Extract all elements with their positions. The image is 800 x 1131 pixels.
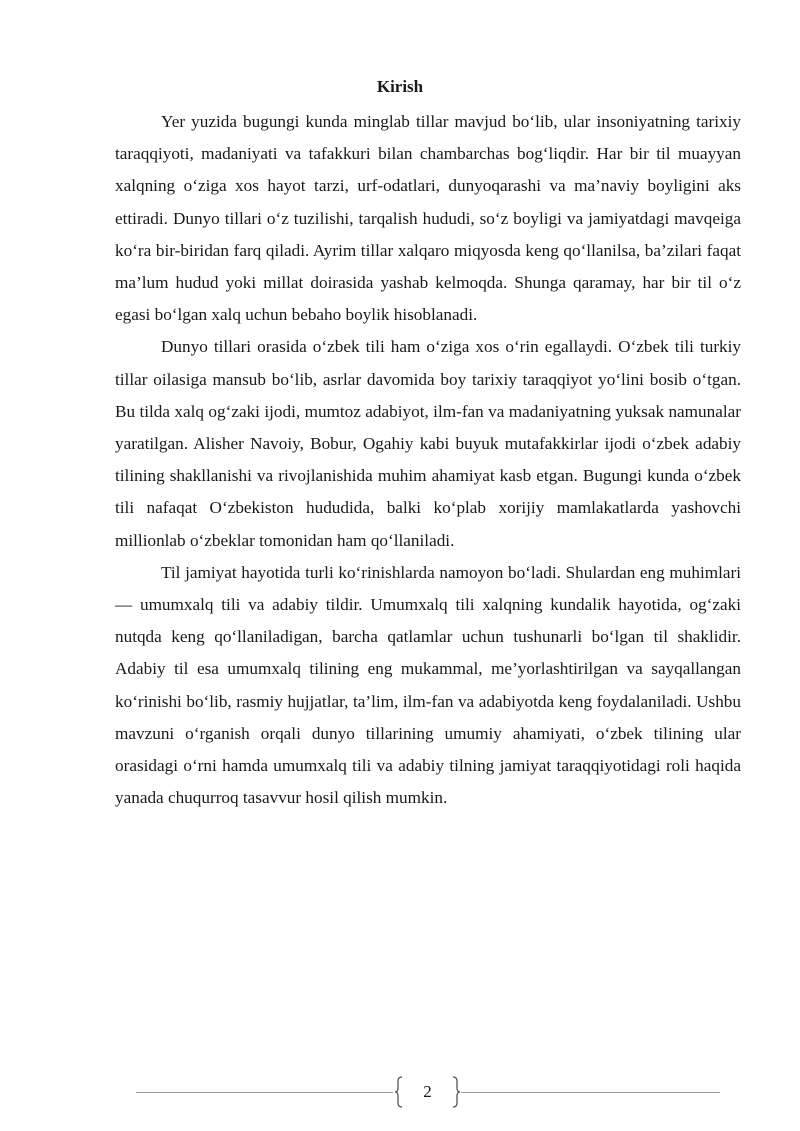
footer-divider-right	[461, 1092, 720, 1093]
page-footer	[0, 1076, 800, 1110]
left-brace-icon	[394, 1076, 404, 1108]
right-brace-icon	[451, 1076, 461, 1108]
paragraph-3: Til jamiyat hayotida turli ko‘rinishlarda namoyon bo‘ladi. Shulardan eng muhimlari — umumxalq tili va adabiy tildir. Umumxalq tili xalqning kundalik hayotida, og‘zaki nutqda keng qo‘llaniladigan, barcha qatlamlar uchun tushunarli bo‘lgan til shaklidir. Adabiy til esa umumxalq tilining eng mukammal, me’yorlashtirilgan va sayqallangan ko‘rinishi bo‘lib, rasmiy hujjatlar, ta’lim, ilm-fan va adabiyotda keng foydalaniladi. Ushbu mavzuni o‘rganish orqali dunyo tillarining umumiy ahamiyati, o‘zbek tilining ular orasidagi o‘rni hamda umumxalq tili va adabiy tilning jamiyat taraqqiyotidagi roli haqida yanada chuqurroq tasavvur hosil qilish mumkin.	[115, 562, 741, 808]
paragraph-2: Dunyo tillari orasida o‘zbek tili ham o‘ziga xos o‘rin egallaydi. O‘zbek tili turkiy tillar oilasiga mansub bo‘lib, asrlar davomida boy tarixiy taraqqiyot yo‘lini bosib o‘tgan. Bu tilda xalq og‘zaki ijodi, mumtoz adabiyot, ilm-fan va madaniyatning yuksak namunalar yaratilgan. Alisher Navoiy, Bobur, Ogahiy kabi buyuk mutafakkirlar ijodi o‘zbek adabiy tilining shakllanishi va rivojlanishida muhim ahamiyat kasb etgan. Bugungi kunda o‘zbek tili nafaqat O‘zbekiston hududida, balki ko‘plab xorijiy mamlakatlarda yashovchi millionlab o‘zbeklar tomonidan ham qo‘llaniladi.	[115, 337, 741, 550]
page-number: 2	[423, 1082, 432, 1101]
body-text	[115, 106, 741, 814]
section-title: Kirish	[376, 77, 424, 96]
footer-divider-left	[136, 1092, 393, 1093]
paragraph-1: Yer yuzida bugungi kunda minglab tillar mavjud bo‘lib, ular insoniyatning tarixiy taraqqiyoti, madaniyati va tafakkuri bilan chambarchas bog‘liqdir. Har bir til muayyan xalqning o‘ziga xos hayot tarzi, urf-odatlari, dunyoqarashi va ma’naviy boyligini aks ettiradi. Dunyo tillari o‘z tuzilishi, tarqalish hududi, so‘z boyligi va jamiyatdagi mavqeiga ko‘ra bir-biridan farq qiladi. Ayrim tillar xalqaro miqyosda keng qo‘llanilsa, ba’zilari faqat ma’lum hudud yoki millat doirasida yashab kelmoqda. Shunga qaramay, har bir til o‘z egasi bo‘lgan xalq uchun bebaho boylik hisoblanadi.	[115, 112, 741, 325]
